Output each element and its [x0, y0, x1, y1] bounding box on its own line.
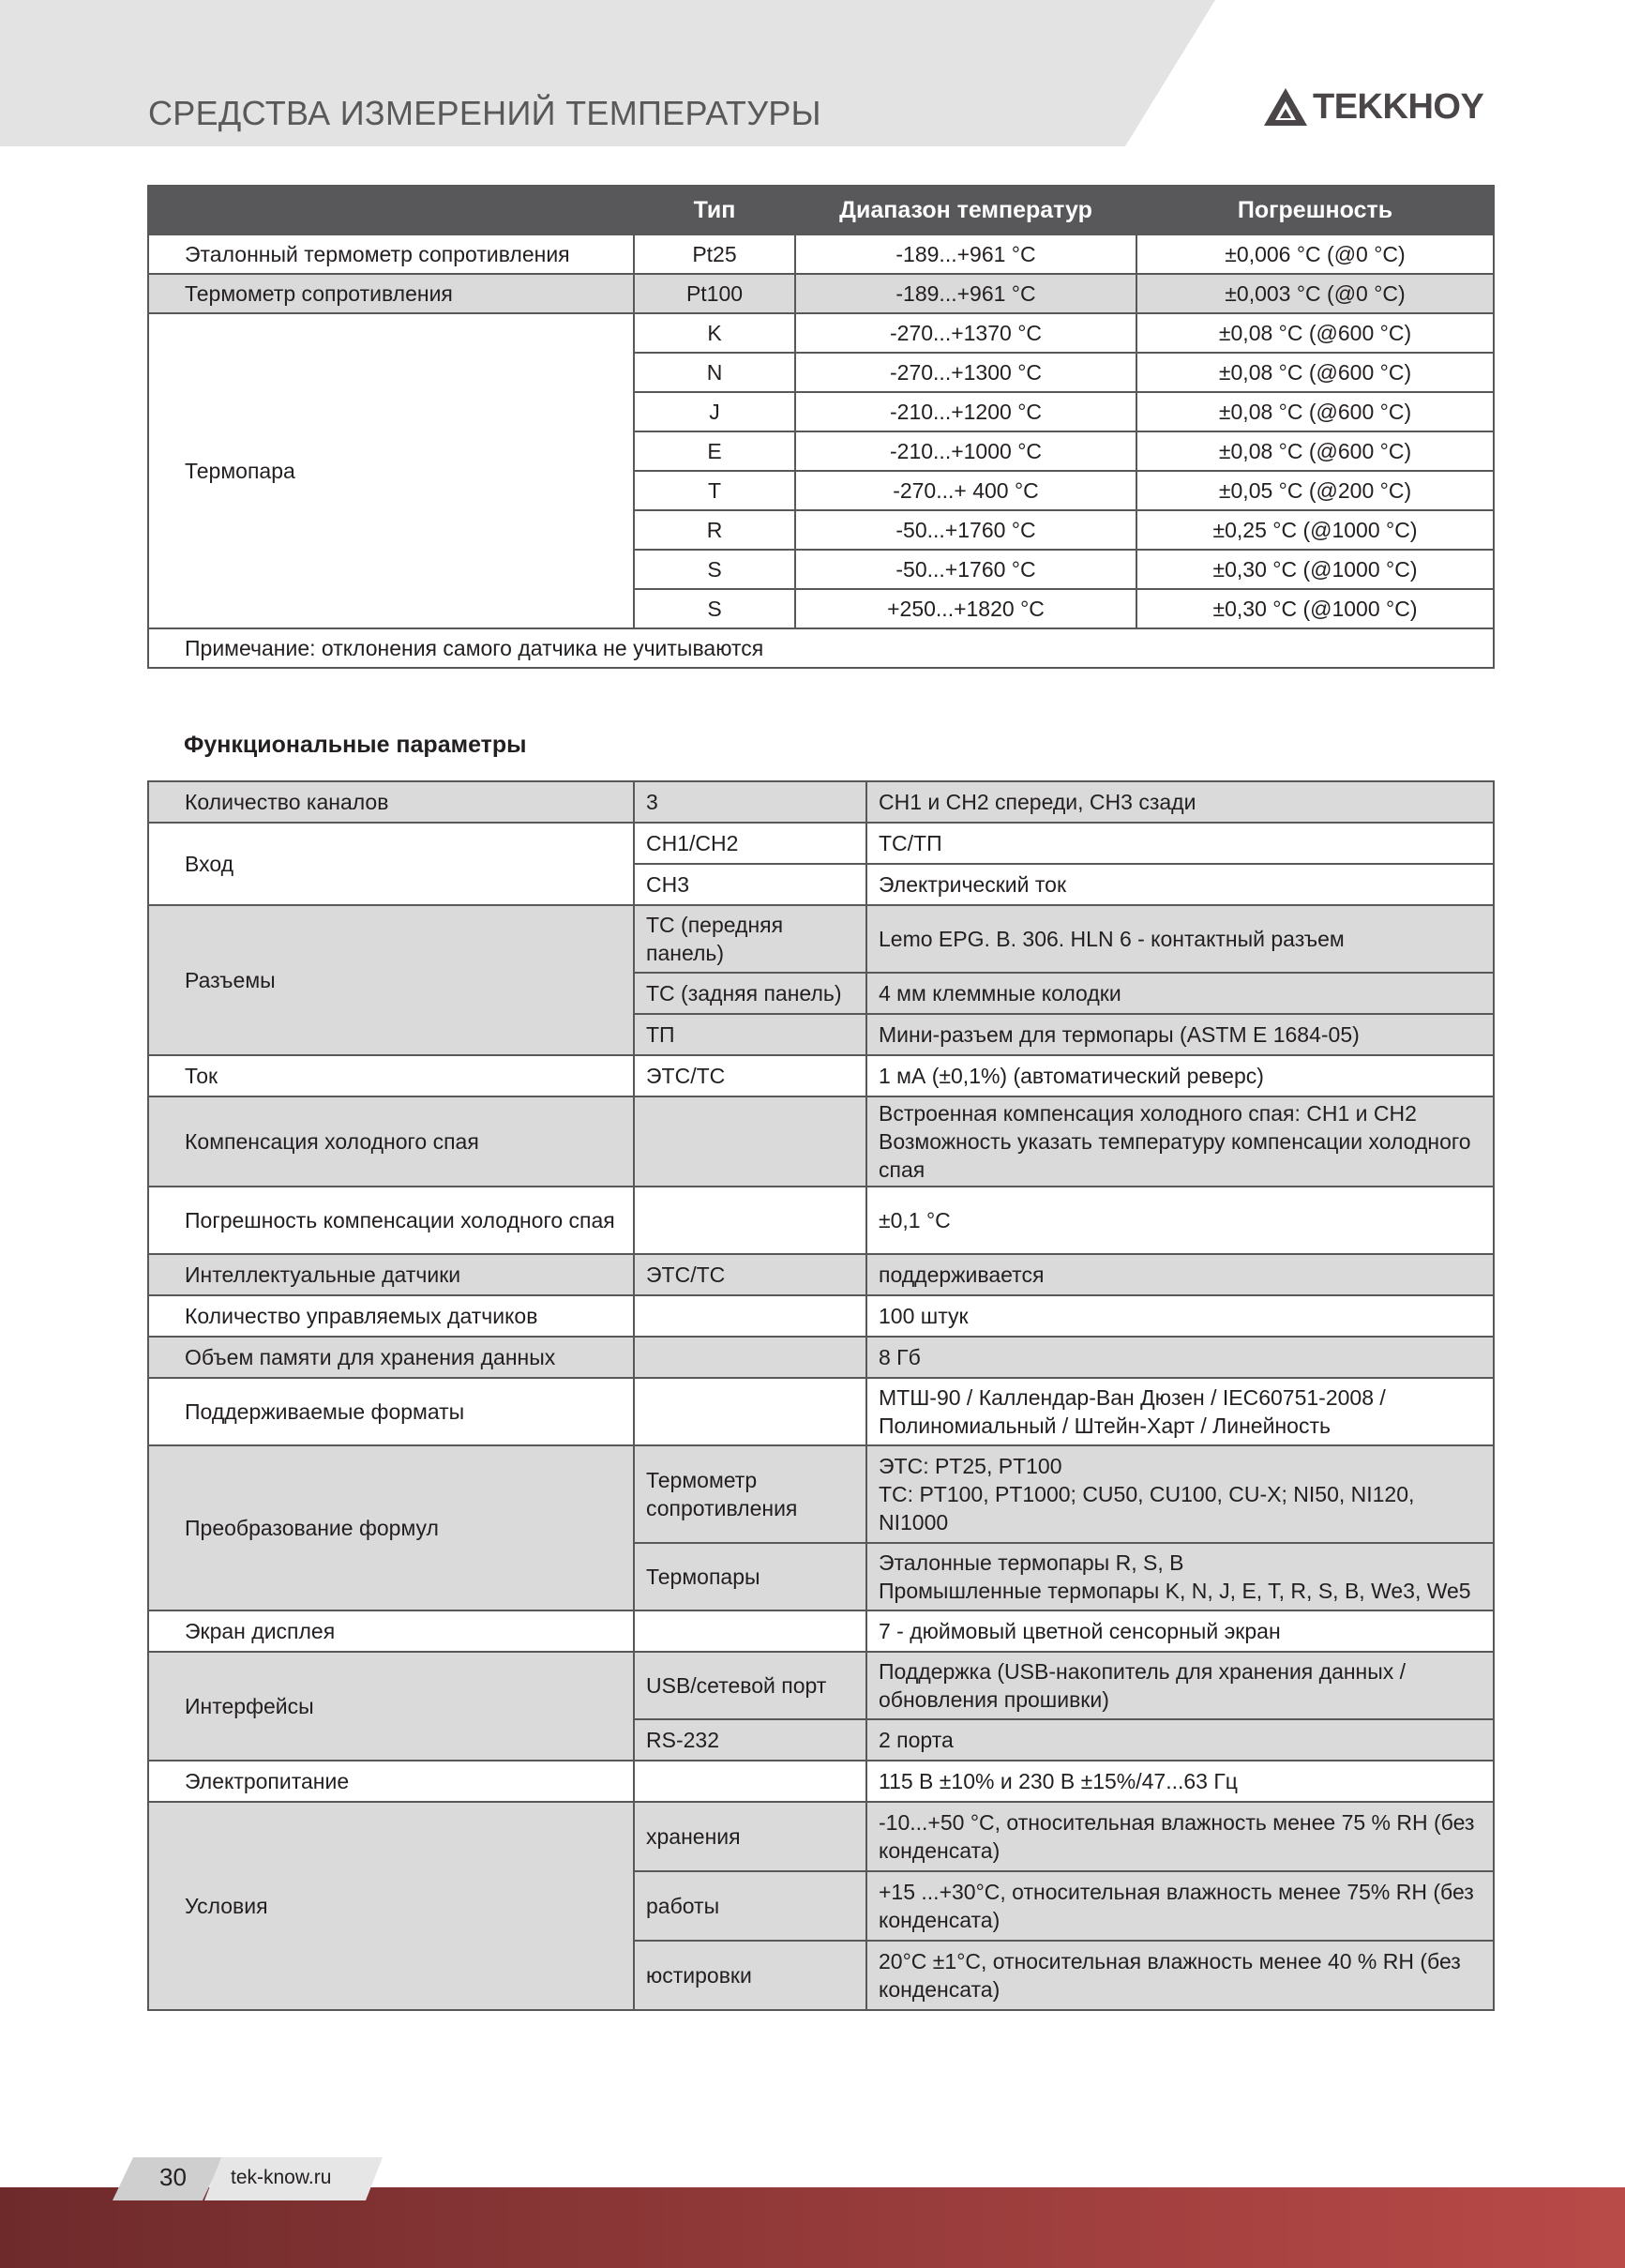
param-sub: CH1/CH2: [634, 823, 866, 864]
sensor-accuracy: ±0,003 °C (@0 °C): [1136, 274, 1494, 313]
param-label: Электропитание: [148, 1761, 634, 1802]
page-number: 30: [159, 2163, 187, 2191]
sensor-range: -50...+1760 °C: [795, 550, 1136, 589]
param-value: Мини-разъем для термопары (ASTM E 1684-05): [866, 1014, 1494, 1055]
column-header: Диапазон температур: [795, 186, 1136, 234]
param-sub: [634, 1761, 866, 1802]
param-label: Разъемы: [148, 905, 634, 1055]
functional-table: [147, 780, 1495, 2011]
value-line: Встроенная компенсация холодного спая: CH1 и CH2: [879, 1101, 1417, 1126]
param-sub: [634, 1610, 866, 1652]
table-row: [148, 1761, 1494, 1802]
value-line: Промышленные термопары K, N, J, E, T, R, S, B, We3, We5: [879, 1579, 1471, 1603]
param-sub: USB/сетевой порт: [634, 1652, 866, 1719]
param-label: Вход: [148, 823, 634, 905]
table-row: [148, 1652, 1494, 1719]
table-note-row: [148, 628, 1494, 668]
param-label: Ток: [148, 1055, 634, 1096]
param-value: 1 мА (±0,1%) (автоматический реверс): [866, 1055, 1494, 1096]
param-value: Электрический ток: [866, 864, 1494, 905]
param-value: [866, 1543, 1494, 1610]
table-row: [148, 1610, 1494, 1652]
sensor-type: R: [634, 510, 795, 550]
brand-logo: [1262, 84, 1483, 129]
triangle-logo-icon: [1262, 86, 1309, 128]
param-sub: CH3: [634, 864, 866, 905]
sensor-range: -270...+ 400 °C: [795, 471, 1136, 510]
sensor-accuracy: ±0,05 °C (@200 °C): [1136, 471, 1494, 510]
param-sub: 3: [634, 781, 866, 823]
sensor-accuracy: ±0,30 °C (@1000 °C): [1136, 589, 1494, 628]
column-header: Тип: [634, 186, 795, 234]
table-row: [148, 234, 1494, 274]
sensor-name: Эталонный термометр сопротивления: [148, 234, 634, 274]
param-sub: [634, 1378, 866, 1445]
param-value: 4 мм клеммные колодки: [866, 973, 1494, 1014]
sensor-accuracy: ±0,08 °C (@600 °C): [1136, 313, 1494, 353]
table-row: [148, 1802, 1494, 1871]
param-label: Погрешность компенсации холодного спая: [148, 1187, 634, 1254]
param-value: CH1 и CH2 спереди, CH3 сзади: [866, 781, 1494, 823]
sensor-accuracy: ±0,006 °C (@0 °C): [1136, 234, 1494, 274]
sensors-table: [147, 185, 1495, 669]
value-line: Эталонные термопары R, S, B: [879, 1550, 1184, 1575]
sensor-accuracy: ±0,08 °C (@600 °C): [1136, 392, 1494, 431]
sensor-accuracy: ±0,08 °C (@600 °C): [1136, 353, 1494, 392]
brand-name: TEKKHOY: [1313, 86, 1484, 127]
param-value: 115 В ±10% и 230 В ±15%/47...63 Гц: [866, 1761, 1494, 1802]
page-title: СРЕДСТВА ИЗМЕРЕНИЙ ТЕМПЕРАТУРЫ: [148, 94, 821, 132]
sensor-type: S: [634, 589, 795, 628]
table-row: [148, 313, 1494, 353]
param-value: [866, 1096, 1494, 1187]
table-row: [148, 1254, 1494, 1295]
param-sub: работы: [634, 1871, 866, 1941]
param-sub: [634, 1337, 866, 1378]
param-value: 2 порта: [866, 1719, 1494, 1761]
param-sub: ТС (передняя панель): [634, 905, 866, 973]
param-sub: [634, 1295, 866, 1337]
param-sub: ЭТС/ТС: [634, 1254, 866, 1295]
param-value: поддерживается: [866, 1254, 1494, 1295]
param-value: Lemo EPG. B. 306. HLN 6 - контактный разъем: [866, 905, 1494, 973]
sensor-type: E: [634, 431, 795, 471]
param-label: Преобразование формул: [148, 1445, 634, 1610]
param-sub: ЭТС/ТС: [634, 1055, 866, 1096]
param-label: Количество каналов: [148, 781, 634, 823]
param-label: Количество управляемых датчиков: [148, 1295, 634, 1337]
sensor-range: -189...+961 °C: [795, 234, 1136, 274]
param-value: 20°C ±1°C, относительная влажность менее 40 % RH (без конденсата): [866, 1941, 1494, 2010]
table-row: [148, 1445, 1494, 1543]
param-sub: юстировки: [634, 1941, 866, 2010]
sensor-accuracy: ±0,30 °C (@1000 °C): [1136, 550, 1494, 589]
param-sub: [634, 1096, 866, 1187]
table-row: [148, 905, 1494, 973]
value-line: Возможность указать температуру компенсации холодного спая: [879, 1129, 1471, 1182]
param-sub: Термометр сопротивления: [634, 1445, 866, 1543]
table-note: Примечание: отклонения самого датчика не учитываются: [148, 628, 1494, 668]
param-label: Интерфейсы: [148, 1652, 634, 1761]
sensor-accuracy: ±0,25 °C (@1000 °C): [1136, 510, 1494, 550]
param-value: -10...+50 °C, относительная влажность менее 75 % RH (без конденсата): [866, 1802, 1494, 1871]
sensor-type: Pt25: [634, 234, 795, 274]
sensor-range: -50...+1760 °C: [795, 510, 1136, 550]
sensor-type: K: [634, 313, 795, 353]
param-label: Объем памяти для хранения данных: [148, 1337, 634, 1378]
param-value: ±0,1 °C: [866, 1187, 1494, 1254]
sensor-range: -189...+961 °C: [795, 274, 1136, 313]
table-row: [148, 1337, 1494, 1378]
param-label: Условия: [148, 1802, 634, 2010]
param-value: +15 ...+30°C, относительная влажность менее 75% RH (без конденсата): [866, 1871, 1494, 1941]
value-line: ЭТС: PT25, PT100: [879, 1454, 1062, 1478]
table-row: [148, 1378, 1494, 1445]
website-link[interactable]: tek-know.ru: [231, 2167, 332, 2188]
sensor-accuracy: ±0,08 °C (@600 °C): [1136, 431, 1494, 471]
sensor-range: -210...+1000 °C: [795, 431, 1136, 471]
param-value: 100 штук: [866, 1295, 1494, 1337]
param-value: МТШ-90 / Каллендар-Ван Дюзен / IEC60751-2008 / Полиномиальный / Штейн-Харт / Линейность: [866, 1378, 1494, 1445]
sensor-range: -210...+1200 °C: [795, 392, 1136, 431]
param-value: ТС/ТП: [866, 823, 1494, 864]
param-value: 8 Гб: [866, 1337, 1494, 1378]
param-sub: ТС (задняя панель): [634, 973, 866, 1014]
sensor-type: T: [634, 471, 795, 510]
sensor-name: Термопара: [148, 313, 634, 628]
sensor-type: N: [634, 353, 795, 392]
table-row: [148, 781, 1494, 823]
column-header: [148, 186, 634, 234]
sensor-range: +250...+1820 °C: [795, 589, 1136, 628]
param-sub: [634, 1187, 866, 1254]
param-value: Поддержка (USB-накопитель для хранения данных / обновления прошивки): [866, 1652, 1494, 1719]
table-row: [148, 1187, 1494, 1254]
sensor-name: Термометр сопротивления: [148, 274, 634, 313]
section-title: Функциональные параметры: [184, 732, 527, 758]
sensor-type: J: [634, 392, 795, 431]
param-sub: ТП: [634, 1014, 866, 1055]
table-row: [148, 1055, 1494, 1096]
param-sub: хранения: [634, 1802, 866, 1871]
table-row: [148, 823, 1494, 864]
param-value: 7 - дюймовый цветной сенсорный экран: [866, 1610, 1494, 1652]
param-value: [866, 1445, 1494, 1543]
table-row: [148, 274, 1494, 313]
value-line: ТС: PT100, PT1000; CU50, CU100, CU-X; NI50, NI120, NI1000: [879, 1482, 1415, 1535]
param-sub: RS-232: [634, 1719, 866, 1761]
sensor-type: Pt100: [634, 274, 795, 313]
sensor-range: -270...+1300 °C: [795, 353, 1136, 392]
param-label: Экран дисплея: [148, 1610, 634, 1652]
sensor-type: S: [634, 550, 795, 589]
table-header-row: [148, 186, 1494, 234]
param-sub: Термопары: [634, 1543, 866, 1610]
param-label: Интеллектуальные датчики: [148, 1254, 634, 1295]
param-label: Компенсация холодного спая: [148, 1096, 634, 1187]
table-row: [148, 1096, 1494, 1187]
sensor-range: -270...+1370 °C: [795, 313, 1136, 353]
table-row: [148, 1295, 1494, 1337]
param-label: Поддерживаемые форматы: [148, 1378, 634, 1445]
column-header: Погрешность: [1136, 186, 1494, 234]
